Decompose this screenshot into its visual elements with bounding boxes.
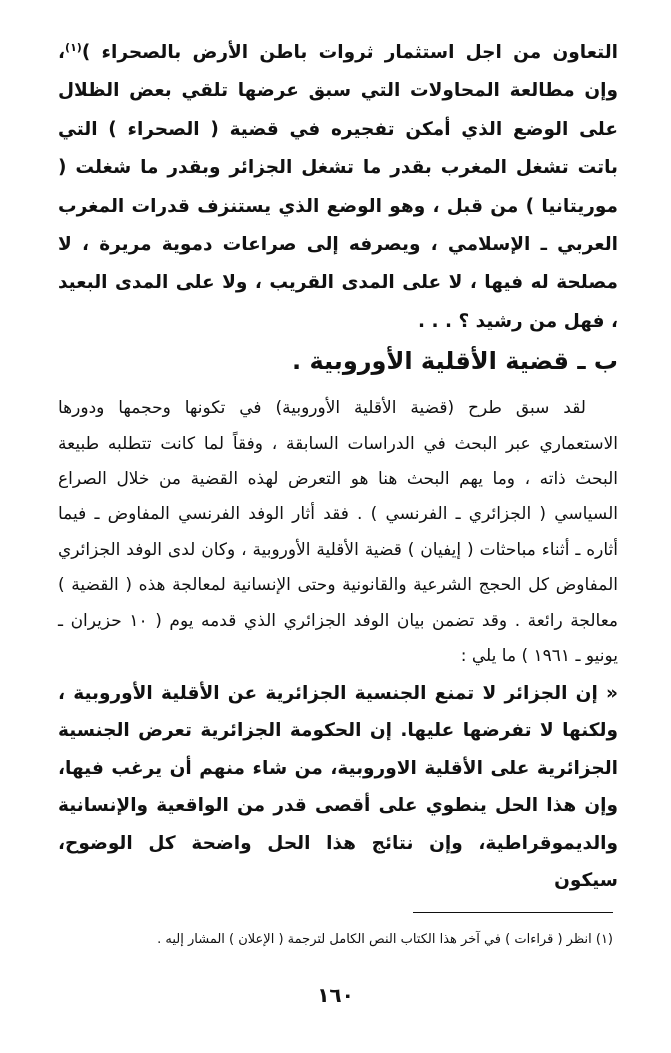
footnote-divider [413,912,613,913]
intro-text-after-ref: ، وإن مطالعة المحاولات التي سبق عرضها تلقي بعض الظلال على الوضع الذي أمكن تفجيره في قضية ( الصحراء ) التي باتت تشغل المغرب بقدر ما تشغل الجزائر وبقدر ما شغلت ( موريتانيا ) من قبل ، وهو الوضع الذي يستنزف قدرات المغرب العربي ـ الإسلامي ، ويصرفه إلى صراعات دموية مريرة ، لا مصلحة له فيها ، لا على المدى القريب ، ولا على المدى البعيد ، فهل من رشيد ؟ . . . [58,42,618,332]
page-body [58,34,618,900]
page-number: ١٦٠ [317,983,354,1007]
section-heading: ب ـ قضية الأقلية الأوروبية . [291,347,618,376]
intro-text-before-ref: التعاون من اجل استثمار ثروات باطن الأرض بالصحراء ) [81,42,618,63]
footnote: (١) انظر ( قراءات ) في آخر هذا الكتاب النص الكامل لترجمة ( الإعلان ) المشار إليه . [157,932,613,947]
body-paragraph: لقد سبق طرح (قضية الأقلية الأوروبية) في تكونها وحجمها ودورها الاستعماري عبر البحث في الدراسات السابقة ، وفقاً لما كانت تتطلبه طبيعة البحث ذاته ، وما يهم البحث هنا هو التعرض لهذه القضية من خلال الصراع السياسي ( الجزائري ـ الفرنسي ) . فقد أثار الوفد الفرنسي المفاوض ـ فيما أثاره ـ أثناء مباحثات ( إيفيان ) قضية الأقلية الأوروبية ، وكان لدى الوفد الجزائري المفاوض كل الحجج الشرعية والقانونية وحتى الإنسانية لمعالجة هذه ( القضية ) معالجة رائعة . وقد تضمن بيان الوفد الجزائري الذي قدمه يوم ( ١٠ حزيران ـ يونيو ـ ١٩٦١ ) ما يلي : [58,398,618,667]
footnote-reference: (١) [65,40,82,54]
quote-paragraph: « إن الجزائر لا تمنع الجنسية الجزائرية عن الأقلية الأوروبية ، ولكنها لا تفرضها عليها. إن الحكومة الجزائرية تعرض الجنسية الجزائرية على الأقلية الاوروبية، من شاء منهم أن يرغب فيها، وإن هذا الحل ينطوي على أقصى قدر من الواقعية والإنسانية والديموقراطية، وإن نتائج هذا الحل واضحة كل الوضوح، سيكون [58,682,618,891]
intro-paragraph [58,34,618,341]
